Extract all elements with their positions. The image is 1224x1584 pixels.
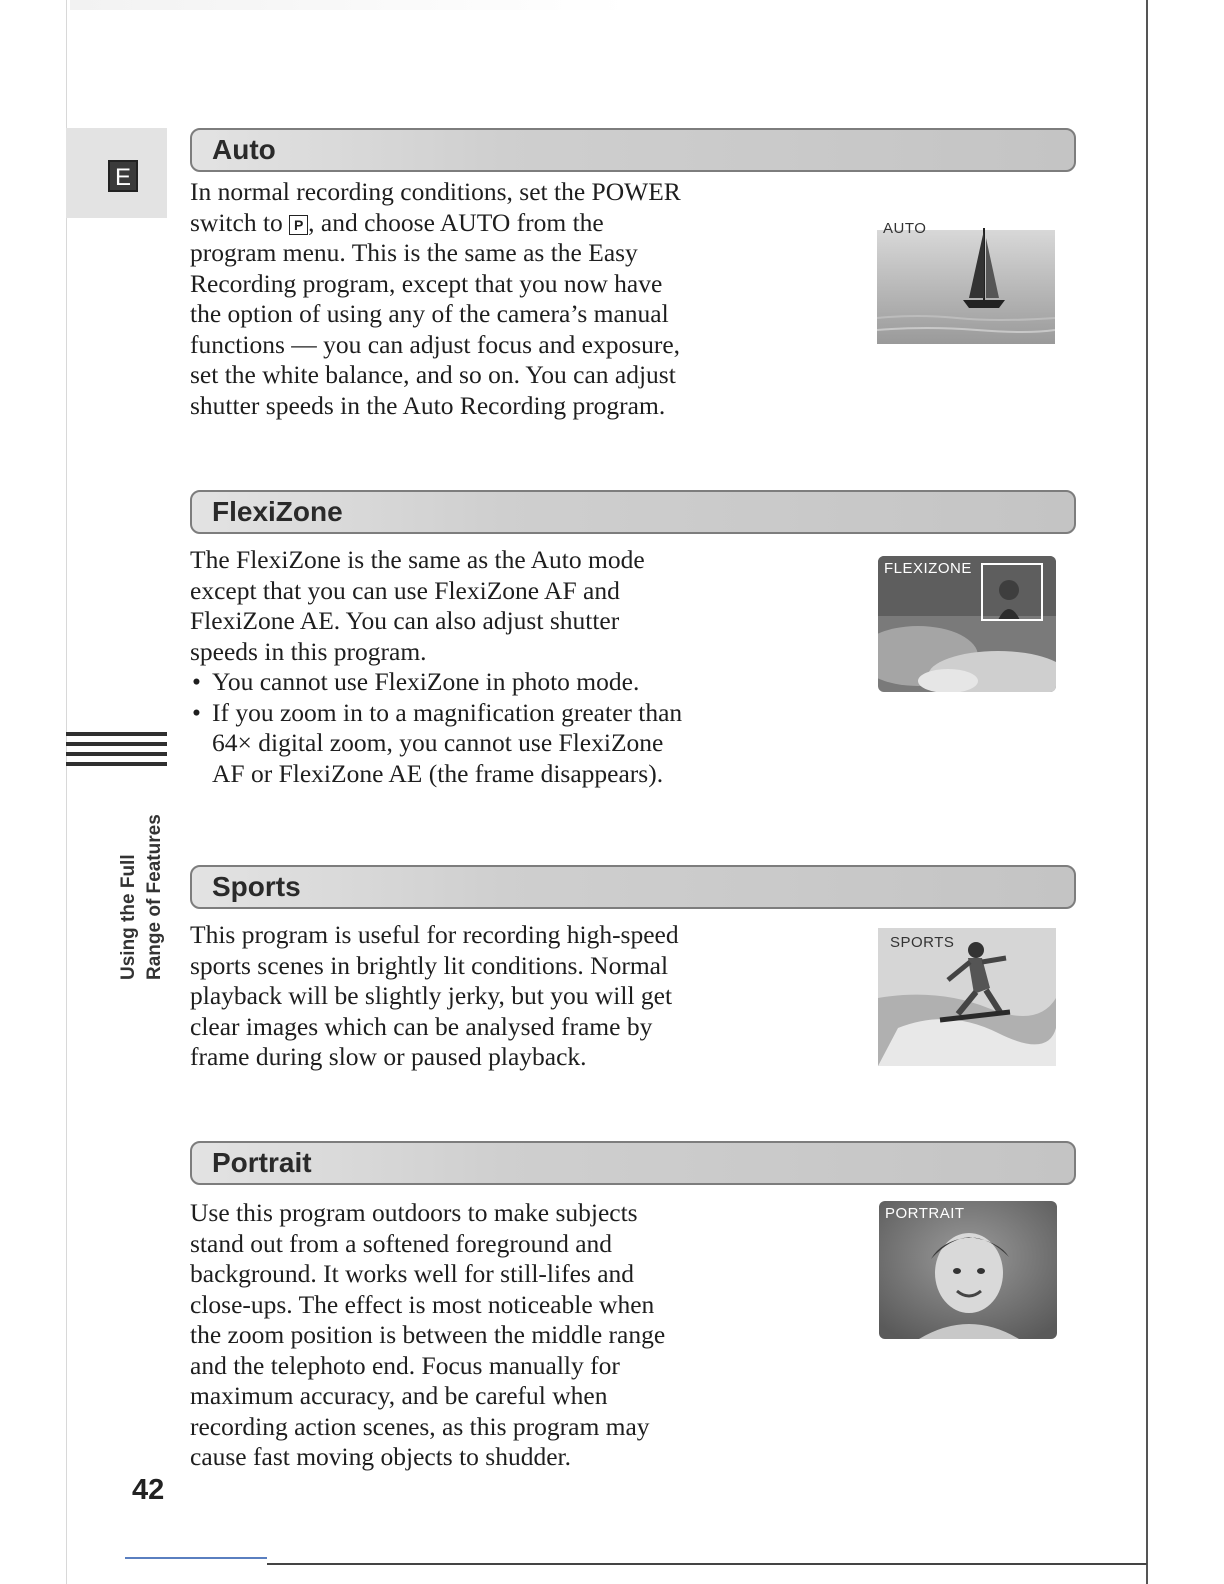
auto-sailboat-image: [877, 218, 1055, 344]
sports-surfer-image: [878, 928, 1056, 1066]
flexizone-image: [878, 556, 1056, 692]
image-label: PORTRAIT: [885, 1205, 965, 1222]
page-number: 42: [132, 1474, 165, 1506]
language-tab-letter: E: [108, 160, 138, 192]
paragraph: Use this program outdoors to make subjects stand out from a softened foreground and background. It works well for still-lifes and close-ups. The effect is most noticeable when the zoom position is between the middle range and the telephoto end. Focus manually for maximum accuracy, and be careful when recording action scenes, as this program may cause fast moving objects to shudder.: [190, 1198, 666, 1471]
section-body-portrait: [190, 1198, 690, 1473]
scan-mark: [125, 1557, 267, 1559]
paragraph: [190, 177, 690, 421]
side-chapter-heading: [116, 814, 168, 980]
section-body-sports: [190, 920, 690, 1073]
text-run: , and choose AUTO from the program menu. This is the same as the Easy Recording program, except that you now have the option of using any of the camera’s manual functions — you can adjust focus and exposure, set the white balance, and so on. You can adjust shutter speeds in the Auto Recording program.: [190, 207, 681, 420]
text-run: In normal recording conditions, set the POWER switch to: [190, 177, 681, 237]
section-header-flexizone: [190, 490, 1076, 534]
section-title: Sports: [212, 871, 301, 902]
section-header-sports: [190, 865, 1076, 909]
paragraph: This program is useful for recording high-speed sports scenes in brightly lit conditions. Normal playback will be slightly jerky, but you will get clear images which can be analysed frame by frame during slow or paused playback.: [190, 920, 679, 1071]
paragraph: The FlexiZone is the same as the Auto mode except that you can use FlexiZone AF and FlexiZone AE. You can also adjust shutter speeds in this program.: [190, 545, 645, 666]
program-p-icon: P: [289, 215, 308, 235]
side-thumb-bars: [66, 732, 167, 772]
side-heading-line-1: Using the Full: [118, 854, 139, 980]
section-title: Auto: [212, 134, 276, 165]
scan-artifact: [70, 0, 630, 10]
section-header-portrait: [190, 1141, 1076, 1185]
section-body-flexizone: [190, 545, 690, 789]
page-bottom-rule: [267, 1563, 1147, 1565]
page-edge-left: [66, 0, 67, 1584]
bullet-item: • You cannot use FlexiZone in photo mode.: [190, 667, 690, 698]
image-label: AUTO: [883, 220, 927, 237]
section-header-auto: [190, 128, 1076, 172]
image-label: SPORTS: [890, 934, 955, 951]
page-edge-right: [1146, 0, 1148, 1584]
section-title: FlexiZone: [212, 496, 343, 527]
bullet-item: • If you zoom in to a magnification greater than 64× digital zoom, you cannot use FlexiZone AF or FlexiZone AE (the frame disappears).: [190, 698, 690, 790]
side-heading-line-2: Range of Features: [144, 814, 165, 980]
image-label: FLEXIZONE: [884, 560, 972, 577]
bullet-list: [190, 667, 690, 789]
section-title: Portrait: [212, 1147, 312, 1178]
portrait-image: [879, 1201, 1057, 1339]
section-body-auto: [190, 177, 690, 421]
